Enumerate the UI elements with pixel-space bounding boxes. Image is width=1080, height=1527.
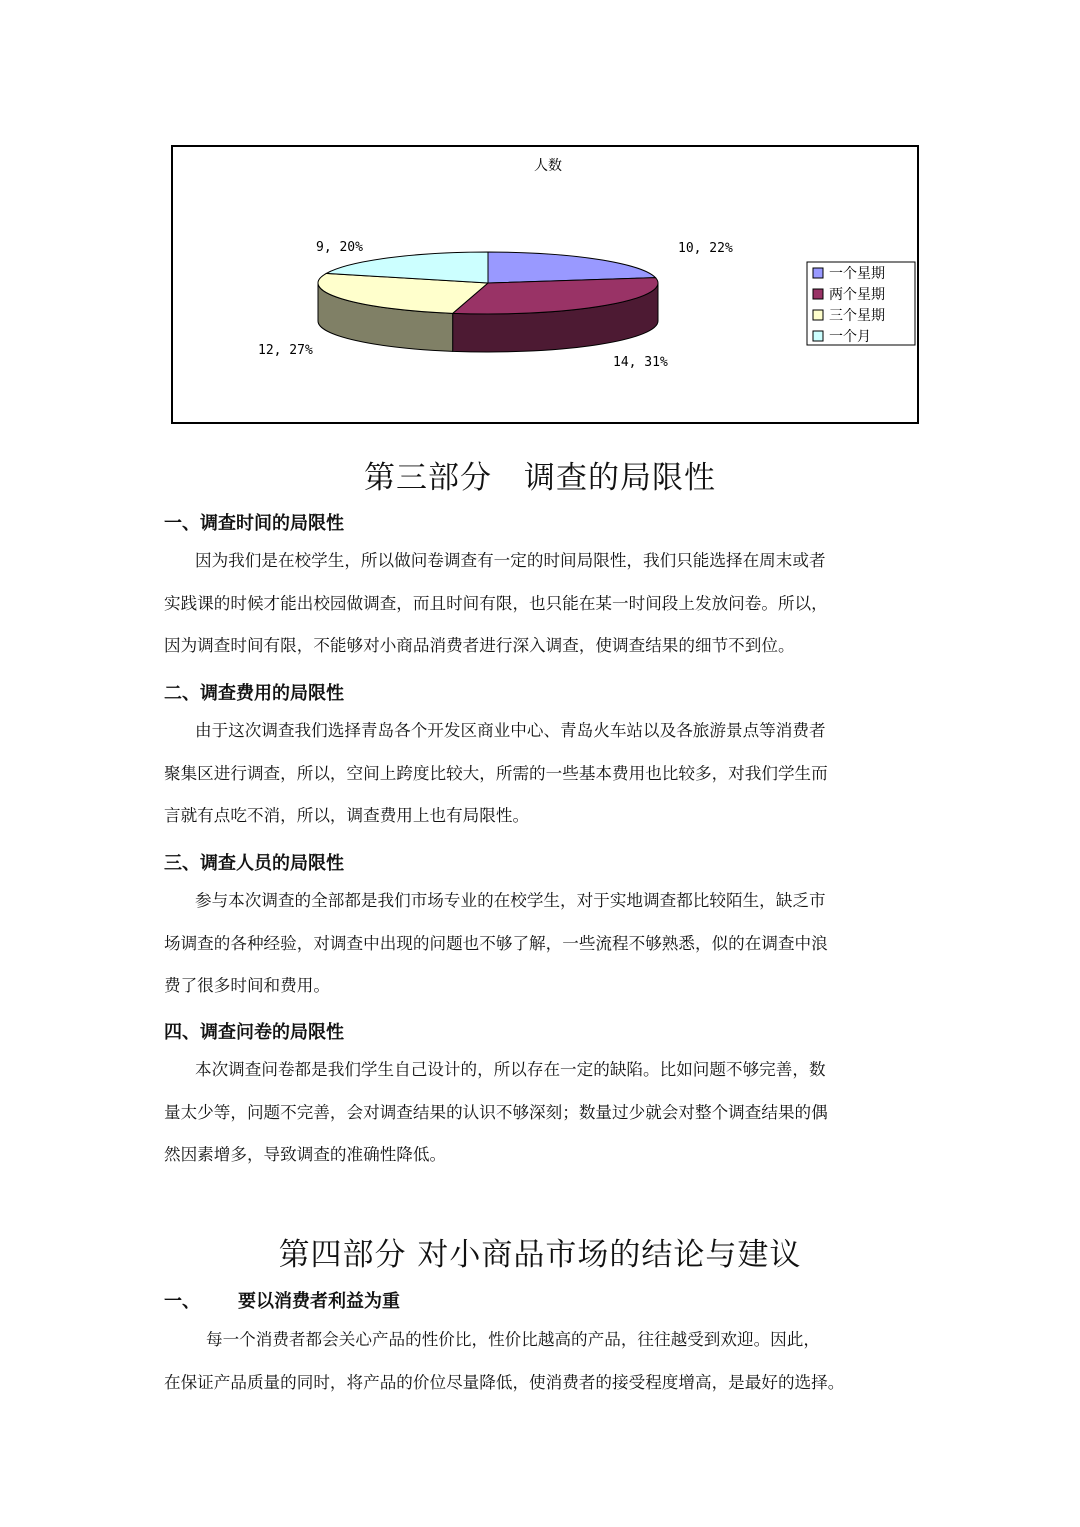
section3-paragraph-2 bbox=[164, 710, 916, 838]
legend-swatch-3 bbox=[813, 310, 823, 320]
section4-paragraph-1 bbox=[164, 1319, 916, 1404]
data-label-slice-3: 12, 27% bbox=[258, 343, 313, 358]
pie-chart-frame bbox=[171, 145, 919, 424]
heading-number: 一、 bbox=[164, 1291, 200, 1312]
chart-legend bbox=[807, 262, 915, 345]
chart-title: 人数 bbox=[534, 158, 562, 174]
paragraph-line: 费了很多时间和费用。 bbox=[164, 976, 330, 995]
paragraph-line: 本次调查问卷都是我们学生自己设计的，所以存在一定的缺陷。比如问题不够完善，数 bbox=[195, 1060, 826, 1079]
data-label-slice-2: 14, 31% bbox=[613, 355, 668, 370]
legend-label-2: 两个星期 bbox=[829, 287, 885, 303]
paragraph-line: 因为调查时间有限，不能够对小商品消费者进行深入调查，使调查结果的细节不到位。 bbox=[164, 636, 795, 655]
paragraph-line: 量太少等，问题不完善，会对调查结果的认识不够深刻；数量过少就会对整个调查结果的偶 bbox=[164, 1102, 828, 1122]
paragraph-line: 实践课的时候才能出校园做调查，而且时间有限，也只能在某一时间段上发放问卷。所以， bbox=[164, 593, 828, 613]
legend-label-1: 一个星期 bbox=[829, 266, 885, 282]
data-label-slice-1: 10, 22% bbox=[678, 241, 733, 256]
section3-paragraph-1 bbox=[164, 540, 916, 668]
paragraph-line: 参与本次调查的全部都是我们市场专业的在校学生，对于实地调查都比较陌生，缺乏市 bbox=[195, 891, 826, 910]
paragraph-line: 场调查的各种经验，对调查中出现的问题也不够了解，一些流程不够熟悉，似的在调查中浪 bbox=[164, 933, 828, 953]
section4-heading-1 bbox=[164, 1287, 400, 1313]
section3-heading-2: 二、调查费用的局限性 bbox=[164, 683, 344, 704]
section4-title: 第四部分 对小商品市场的结论与建议 bbox=[278, 1237, 802, 1273]
legend-label-4: 一个月 bbox=[829, 329, 871, 345]
section3-heading-3: 三、调查人员的局限性 bbox=[164, 853, 344, 874]
paragraph-line: 言就有点吃不消，所以，调查费用上也有局限性。 bbox=[164, 806, 530, 825]
legend-label-3: 三个星期 bbox=[829, 308, 885, 324]
section3-paragraph-4 bbox=[164, 1049, 916, 1177]
section3-paragraph-3 bbox=[164, 880, 916, 1008]
paragraph-line: 因为我们是在校学生，所以做问卷调查有一定的时间局限性，我们只能选择在周末或者 bbox=[195, 551, 826, 570]
legend-swatch-4 bbox=[813, 331, 823, 341]
data-label-slice-4: 9, 20% bbox=[316, 240, 363, 255]
legend-swatch-2 bbox=[813, 289, 823, 299]
paragraph-line: 然因素增多，导致调查的准确性降低。 bbox=[164, 1145, 447, 1164]
paragraph-line: 在保证产品质量的同时，将产品的价位尽量降低，使消费者的接受程度增高，是最好的选择。 bbox=[164, 1372, 845, 1392]
paragraph-line: 由于这次调查我们选择青岛各个开发区商业中心、青岛火车站以及各旅游景点等消费者 bbox=[195, 721, 826, 740]
section3-heading-4: 四、调查问卷的局限性 bbox=[164, 1022, 344, 1043]
pie-chart bbox=[173, 147, 917, 422]
legend-swatch-1 bbox=[813, 268, 823, 278]
heading-text: 要以消费者利益为重 bbox=[238, 1291, 400, 1312]
section3-title: 第三部分 调查的局限性 bbox=[364, 460, 716, 496]
paragraph-line: 聚集区进行调查，所以，空间上跨度比较大，所需的一些基本费用也比较多，对我们学生而 bbox=[164, 763, 828, 783]
section3-heading-1: 一、调查时间的局限性 bbox=[164, 513, 344, 534]
paragraph-line: 每一个消费者都会关心产品的性价比，性价比越高的产品，往往越受到欢迎。因此， bbox=[206, 1330, 820, 1349]
